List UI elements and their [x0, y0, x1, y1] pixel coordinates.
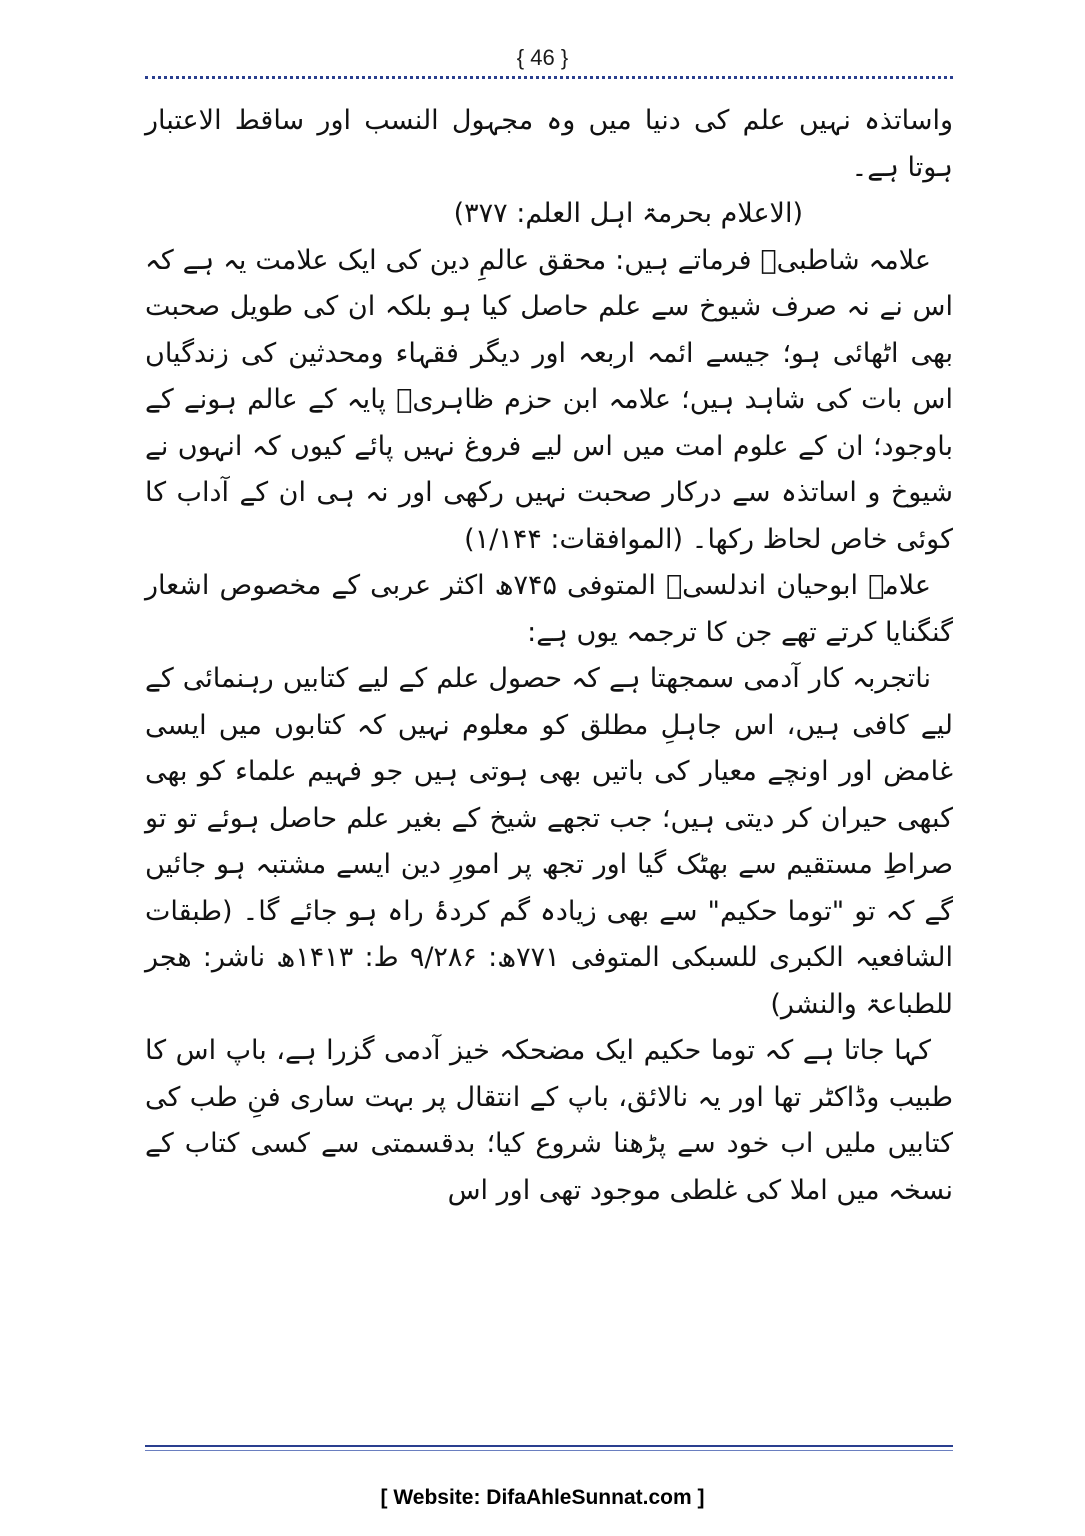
- paragraph-translation: ناتجربہ کار آدمی سمجھتا ہے کہ حصول علم کے لیے کتابیں رہنمائی کے لیے کافی ہیں، اس جاہلِ مطلق کو معلوم نہیں کہ کتابوں میں ایسی غامض اور اونچے معیار کی باتیں بھی ہوتی ہیں جو فہیم علماء کو بھی کبھی حیران کر دیتی ہیں؛ جب تجھے شیخ کے بغیر علم حاصل ہوئے تو تو صراطِ مستقیم سے بھٹک گیا اور تجھ پر امورِ دین ایسے مشتبہ ہو جائیں گے کہ تو "توما حکیم" سے بھی زیادہ گم کردۂ راہ ہو جائے گا۔ (طبقات الشافعیہ الکبری للسبکی المتوفی ۷۷۱ھ: ۹/۲۸۶ ط: ۱۴۱۳ھ ناشر: ھجر للطباعۃ والنشر): [145, 663, 953, 1020]
- header-dotted-divider: [145, 76, 953, 79]
- paragraph-shatibi: علامہ شاطبیؒ فرماتے ہیں: محقق عالمِ دین کی ایک علامت یہ ہے کہ اس نے نہ صرف شیوخ سے علم حاصل کیا ہو بلکہ ان کی طویل صحبت بھی اٹھائی ہو؛ جیسے ائمہ اربعہ اور دیگر فقہاء ومحدثین کی زندگیاں اس بات کی شاہد ہیں؛ علامہ ابن حزم ظاہریؒ پایہ کے عالم ہونے کے باوجود؛ ان کے علوم امت میں اس لیے فروغ نہیں پائے کیوں کہ انہوں نے شیوخ و اساتذہ سے درکار صحبت نہیں رکھی اور نہ ہی ان کے آداب کا کوئی خاص لحاظ رکھا۔ (الموافقات: ۱/۱۴۴): [145, 244, 953, 555]
- paragraph-tuma-hakim: کہا جاتا ہے کہ توما حکیم ایک مضحکہ خیز آدمی گزرا ہے، باپ اس کا طبیب وڈاکٹر تھا اور یہ نالائق، باپ کے انتقال پر بہت ساری فنِ طب کی کتابیں ملیں اب خود سے پڑھنا شروع کیا؛ بدقسمتی سے کسی کتاب کے نسخہ میں املا کی غلطی موجود تھی اور اس: [145, 1035, 953, 1206]
- footer-divider: [145, 1445, 953, 1454]
- paragraph-continuation: واساتذہ نہیں علم کی دنیا میں وہ مجہول النسب اور ساقط الاعتبار ہوتا ہے۔: [145, 105, 953, 183]
- website-footer: [ Website: DifaAhleSunnat.com ]: [380, 1486, 705, 1509]
- page-body: [145, 98, 953, 1214]
- paragraph-abu-hayyan: علامہ ابوحیان اندلسیؒ المتوفی ۷۴۵ھ اکثر عربی کے مخصوص اشعار گنگنایا کرتے تھے جن کا ترجمہ یوں ہے:: [145, 570, 953, 648]
- citation-ilam: (الاعلام بحرمۃ اہل العلم: ۳۷۷): [453, 198, 803, 229]
- page-number: { 46 }: [516, 45, 569, 70]
